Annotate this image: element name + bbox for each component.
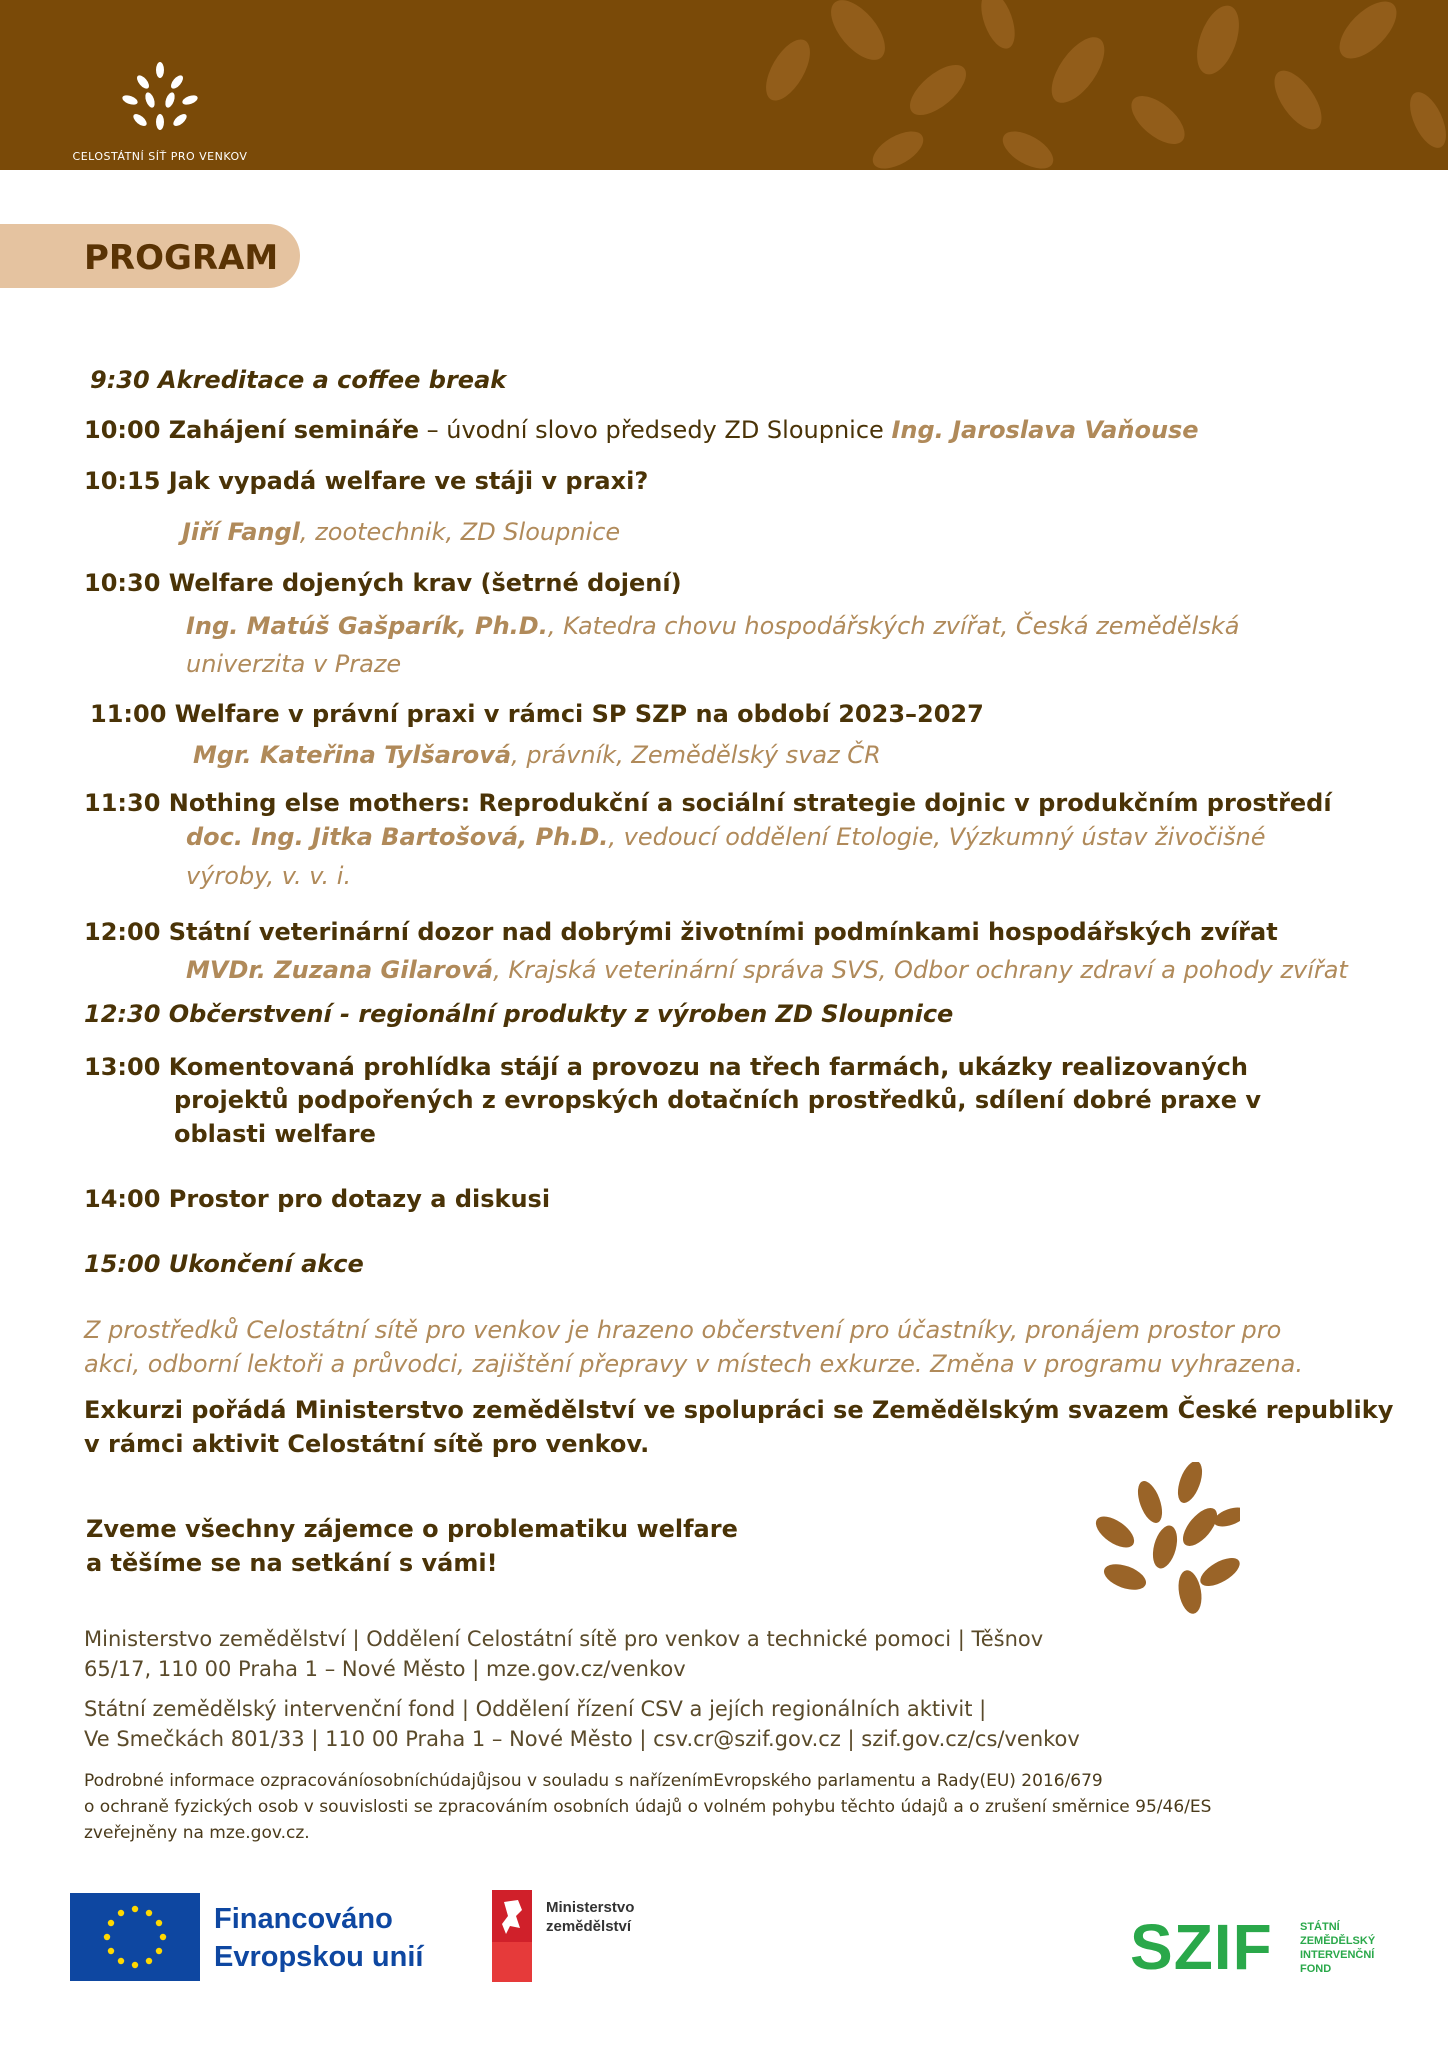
speaker-affiliation: , Krajská veterinární správa SVS, Odbor ochrany zdraví a pohody zvířat (493, 956, 1348, 984)
funding-note: Z prostředků Celostátní sítě pro venkov je hrazeno občerstvení pro účastníky, pronájem prostor pro (84, 1316, 1282, 1344)
speaker-name: Mgr. Kateřina Tylšarová (193, 741, 512, 769)
footer-contact-szif: Státní zemědělský intervenční fond | Oddělení řízení CSV a jejích regionálních aktivit | (84, 1697, 987, 1721)
decorative-leaves (748, 0, 1448, 170)
program-item-1400: 14:00 Prostor pro dotazy a diskusi (84, 1185, 551, 1213)
program-item-1230: 12:30 Občerstvení - regionální produkty z výroben ZD Sloupnice (84, 1000, 954, 1028)
speaker-name: doc. Ing. Jitka Bartošová, Ph.D. (186, 823, 609, 851)
speaker-name: Ing. Jaroslava Vaňouse (891, 416, 1199, 444)
program-item-1030: 10:30 Welfare dojených krav (šetrné dojení) (84, 569, 682, 597)
speaker-line (182, 518, 620, 546)
flower-logo-icon (115, 60, 205, 140)
szif-logo-line: ZEMĚDĚLSKÝ (1300, 1935, 1376, 1947)
page-title: PROGRAM (84, 238, 279, 278)
eu-logo-text (214, 1900, 423, 1976)
invitation-text: a těšíme se na setkání s vámi! (86, 1549, 498, 1577)
speaker-line (186, 612, 1239, 640)
gdpr-note: zveřejněny na mze.gov.cz. (84, 1823, 310, 1843)
program-item-1500: 15:00 Ukončení akce (84, 1250, 364, 1278)
program-item-1015: 10:15 Jak vypadá welfare ve stáji v praxi? (84, 467, 649, 495)
program-item-1300: 13:00 Komentovaná prohlídka stájí a provozu na třech farmách, ukázky realizovaných (84, 1053, 1248, 1081)
program-time-title: 10:00 Zahájení semináře (84, 416, 419, 444)
speaker-name: MVDr. Zuzana Gilarová (186, 956, 494, 984)
program-item-1300-cont: projektů podpořených z evropských dotačních prostředků, sdílení dobré praxe v (174, 1086, 1261, 1114)
invitation-text: Zveme všechny zájemce o problematiku welfare (86, 1515, 738, 1543)
eu-logo-line: Financováno (214, 1903, 393, 1935)
program-item-1100: 11:00 Welfare v právní praxi v rámci SP SZP na období 2023–2027 (90, 700, 984, 728)
program-item-0930: 9:30 Akreditace a coffee break (90, 366, 507, 394)
eu-stars-icon (70, 1893, 200, 1981)
speaker-line (186, 956, 1348, 984)
program-heading-tab (0, 224, 300, 288)
speaker-affiliation-cont: univerzita v Praze (186, 650, 402, 678)
leaf-cluster-icon (1080, 1462, 1240, 1622)
szif-logo-line: STÁTNÍ (1300, 1921, 1340, 1933)
mze-logo-text (546, 1898, 634, 1936)
program-item-1130: 11:30 Nothing else mothers: Reprodukční a sociální strategie dojnic v produkčním prostředí (84, 789, 1332, 817)
eu-logo (70, 1893, 200, 1981)
gdpr-note: Podrobné informace ozpracováníosobníchúdajůjsou v souladu s nařízenímEvropského parlamentu a Rady(EU) 2016/679 (84, 1771, 1103, 1791)
szif-logo-line: FOND (1300, 1963, 1332, 1975)
szif-logo-line: INTERVENČNÍ (1300, 1949, 1375, 1961)
program-item-1000 (84, 416, 1199, 444)
speaker-line (186, 823, 1266, 851)
footer-contact-szif: Ve Smečkách 801/33 | 110 00 Praha 1 – Nové Město | csv.cr@szif.gov.cz | szif.gov.cz/cs/venkov (84, 1727, 1080, 1751)
speaker-affiliation-cont: výroby, v. v. i. (186, 862, 352, 890)
funding-note: akci, odborní lektoři a průvodci, zajištění přepravy v místech exkurze. Změna v programu vyhrazena. (84, 1350, 1303, 1378)
speaker-affiliation: , právník, Zemědělský svaz ČR (511, 741, 881, 769)
speaker-affiliation: , Katedra chovu hospodářských zvířat, Česká zemědělská (547, 612, 1240, 640)
organizer-note: Exkurzi pořádá Ministerstvo zemědělství ve spolupráci se Zemědělským svazem České republiky (84, 1396, 1394, 1424)
speaker-name: Ing. Matúš Gašparík, Ph.D. (186, 612, 548, 640)
mze-logo (492, 1890, 532, 1982)
organizer-note: v rámci aktivit Celostátní sítě pro venkov. (84, 1430, 650, 1458)
speaker-affiliation: , zootechnik, ZD Sloupnice (299, 518, 621, 546)
speaker-name: Jiří Fangl (182, 518, 300, 546)
gdpr-note: o ochraně fyzických osob v souvislosti se zpracováním osobních údajů o volném pohybu těchto údajů a o zrušení směrnice 95/46/ES (84, 1797, 1212, 1817)
speaker-affiliation: , vedoucí oddělení Etologie, Výzkumný ústav živočišné (608, 823, 1266, 851)
footer-contact-mze: 65/17, 110 00 Praha 1 – Nové Město | mze.gov.cz/venkov (84, 1657, 686, 1681)
lion-emblem-icon (492, 1890, 532, 1982)
program-item-1300-cont: oblasti welfare (174, 1120, 376, 1148)
eu-logo-line: Evropskou unií (214, 1941, 424, 1973)
header-banner (0, 0, 1448, 170)
logo-text: CELOSTÁTNÍ SÍŤ PRO VENKOV (72, 150, 248, 163)
csv-logo (60, 60, 260, 163)
program-desc: – úvodní slovo předsedy ZD Sloupnice (419, 416, 892, 444)
program-item-1200: 12:00 Státní veterinární dozor nad dobrými životními podmínkami hospodářských zvířat (84, 918, 1278, 946)
mze-logo-line: zemědělství (546, 1918, 632, 1935)
speaker-line (193, 741, 881, 769)
mze-logo-line: Ministerstvo (546, 1899, 635, 1916)
szif-logo-text (1300, 1920, 1375, 1976)
szif-logo-mark: SZIF (1130, 1911, 1273, 1983)
footer-contact-mze: Ministerstvo zemědělství | Oddělení Celostátní sítě pro venkov a technické pomoci | Těšnov (84, 1627, 1044, 1651)
